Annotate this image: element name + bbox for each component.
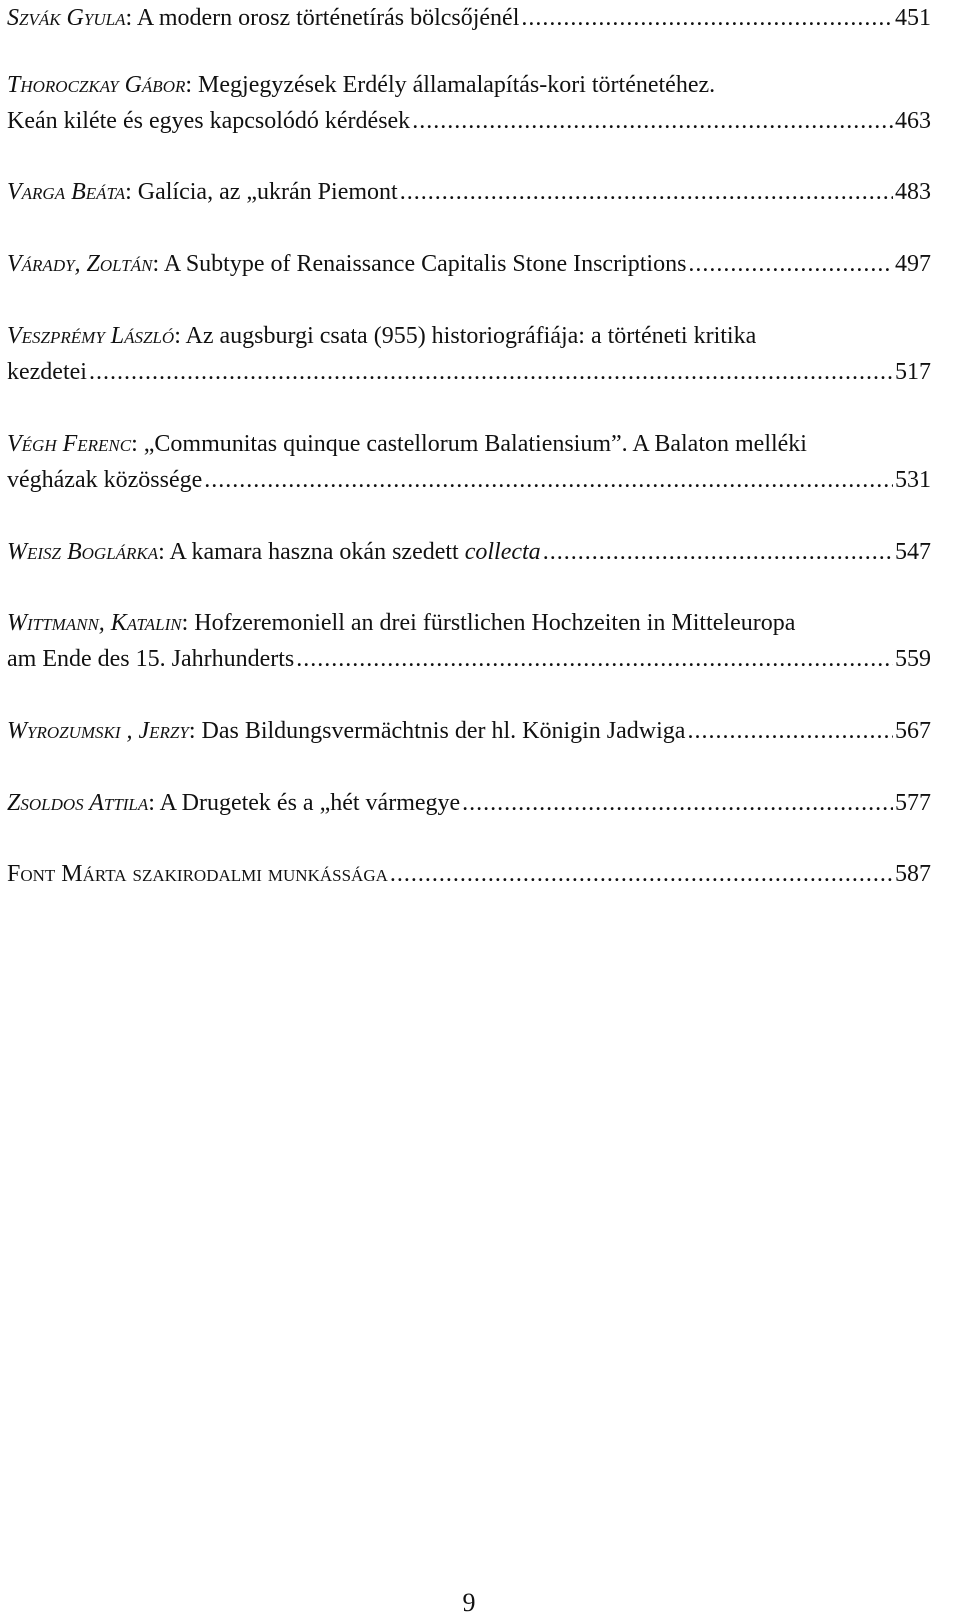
dot-leader: [687, 713, 893, 749]
entry-title-continued: Keán kiléte és egyes kapcsolódó kérdések: [7, 108, 411, 134]
entry-page: 483: [895, 179, 931, 205]
dot-leader: [89, 354, 893, 390]
entry-title: Hofzeremoniell an drei fürstlichen Hochzeiten in Mitteleuropa: [194, 610, 796, 636]
dot-leader: [521, 0, 893, 36]
entry-author: Várady, Zoltán: [7, 251, 153, 277]
toc-entry: Veszprémy László: Az augsburgi csata (955) historiográfiája: a történeti kritika kezdetei ..... 517: [7, 318, 931, 390]
page-number: 9: [462, 1588, 476, 1617]
dot-leader: [412, 103, 893, 139]
entry-author: Végh Ferenc: [7, 431, 132, 457]
dot-leader: [688, 246, 893, 282]
entry-title-continued: kezdetei: [7, 359, 87, 385]
entry-title: Az augsburgi csata (955) historiográfiája: a történeti kritika: [185, 323, 757, 349]
entry-title: Megjegyzések Erdély államalapítás-kori történetéhez.: [198, 72, 716, 98]
dot-leader: [204, 462, 893, 498]
toc-entry: Várady, Zoltán: A Subtype of Renaissance Capitalis Stone Inscriptions ..... 497: [7, 246, 931, 282]
entry-title-continued: am Ende des 15. Jahrhunderts: [7, 646, 295, 672]
entry-title: A kamara haszna okán szedett: [169, 539, 459, 565]
dot-leader: [400, 174, 893, 210]
entry-page: 463: [895, 108, 931, 134]
toc-entry: [7, 856, 931, 892]
toc-entry: Végh Ferenc: „Communitas quinque castellorum Balatiensium”. A Balaton melléki végházak közössége ..... 531: [7, 426, 931, 498]
entry-author: Thoroczkay Gábor: [7, 72, 186, 98]
toc-entry: Varga Beáta: Galícia, az „ukrán Piemont ..... 483: [7, 174, 931, 210]
entry-author: Weisz Boglárka: [7, 539, 159, 565]
entry-title: A Drugetek és a „hét vármegye: [159, 790, 461, 816]
entry-author: Wittmann, Katalin: [7, 610, 182, 636]
entry-page: 587: [895, 861, 931, 887]
entry-page: 517: [895, 359, 931, 385]
entry-page: 451: [895, 5, 931, 31]
dot-leader: [296, 641, 893, 677]
entry-author: Varga Beáta: [7, 179, 126, 205]
entry-title-italic: collecta: [464, 539, 541, 565]
toc-entry: Wyrozumski , Jerzy: Das Bildungsvermächtnis der hl. Königin Jadwiga ..... 567: [7, 713, 931, 749]
toc-entry: Wittmann, Katalin: Hofzeremoniell an drei fürstlichen Hochzeiten in Mitteleuropa am Ende des 15. Jahrhunderts ..... 559: [7, 605, 931, 677]
entry-title: A Subtype of Renaissance Capitalis Stone Inscriptions: [163, 251, 687, 277]
entry-page: 559: [895, 646, 931, 672]
entry-page: 577: [895, 790, 931, 816]
entry-page: 567: [895, 718, 931, 744]
dot-leader: [390, 856, 893, 892]
entry-page: 497: [895, 251, 931, 277]
toc-entry: Szvák Gyula: A modern orosz történetírás bölcsőjénél ..... 451: [7, 0, 931, 36]
entry-author: Wyrozumski , Jerzy: [7, 718, 189, 744]
entry-title: Das Bildungsvermächtnis der hl. Königin Jadwiga: [201, 718, 686, 744]
entry-author: Veszprémy László: [7, 323, 175, 349]
dot-leader: [462, 785, 893, 821]
entry-page: 547: [895, 539, 931, 565]
entry-title: A modern orosz történetírás bölcsőjénél: [136, 5, 520, 31]
entry-author: Szvák Gyula: [7, 5, 126, 31]
entry-title-continued: végházak közössége: [7, 467, 203, 493]
entry-title: Galícia, az „ukrán Piemont: [137, 179, 398, 205]
toc-entry: Zsoldos Attila: A Drugetek és a „hét vármegye ..... 577: [7, 785, 931, 821]
entry-title: „Communitas quinque castellorum Balatiensium”. A Balaton melléki: [143, 431, 807, 457]
toc-entry: Weisz Boglárka: A kamara haszna okán szedett collecta ..... 547: [7, 534, 931, 570]
dot-leader: [543, 534, 893, 570]
entry-page: 531: [895, 467, 931, 493]
entry-author: Zsoldos Attila: [7, 790, 149, 816]
toc-entry: Thoroczkay Gábor: Megjegyzések Erdély államalapítás-kori történetéhez. Keán kiléte és egyes kapcsolódó kérdések ..... 463: [7, 67, 931, 139]
entry-heading: Font Márta szakirodalmi munkássága: [7, 861, 388, 887]
